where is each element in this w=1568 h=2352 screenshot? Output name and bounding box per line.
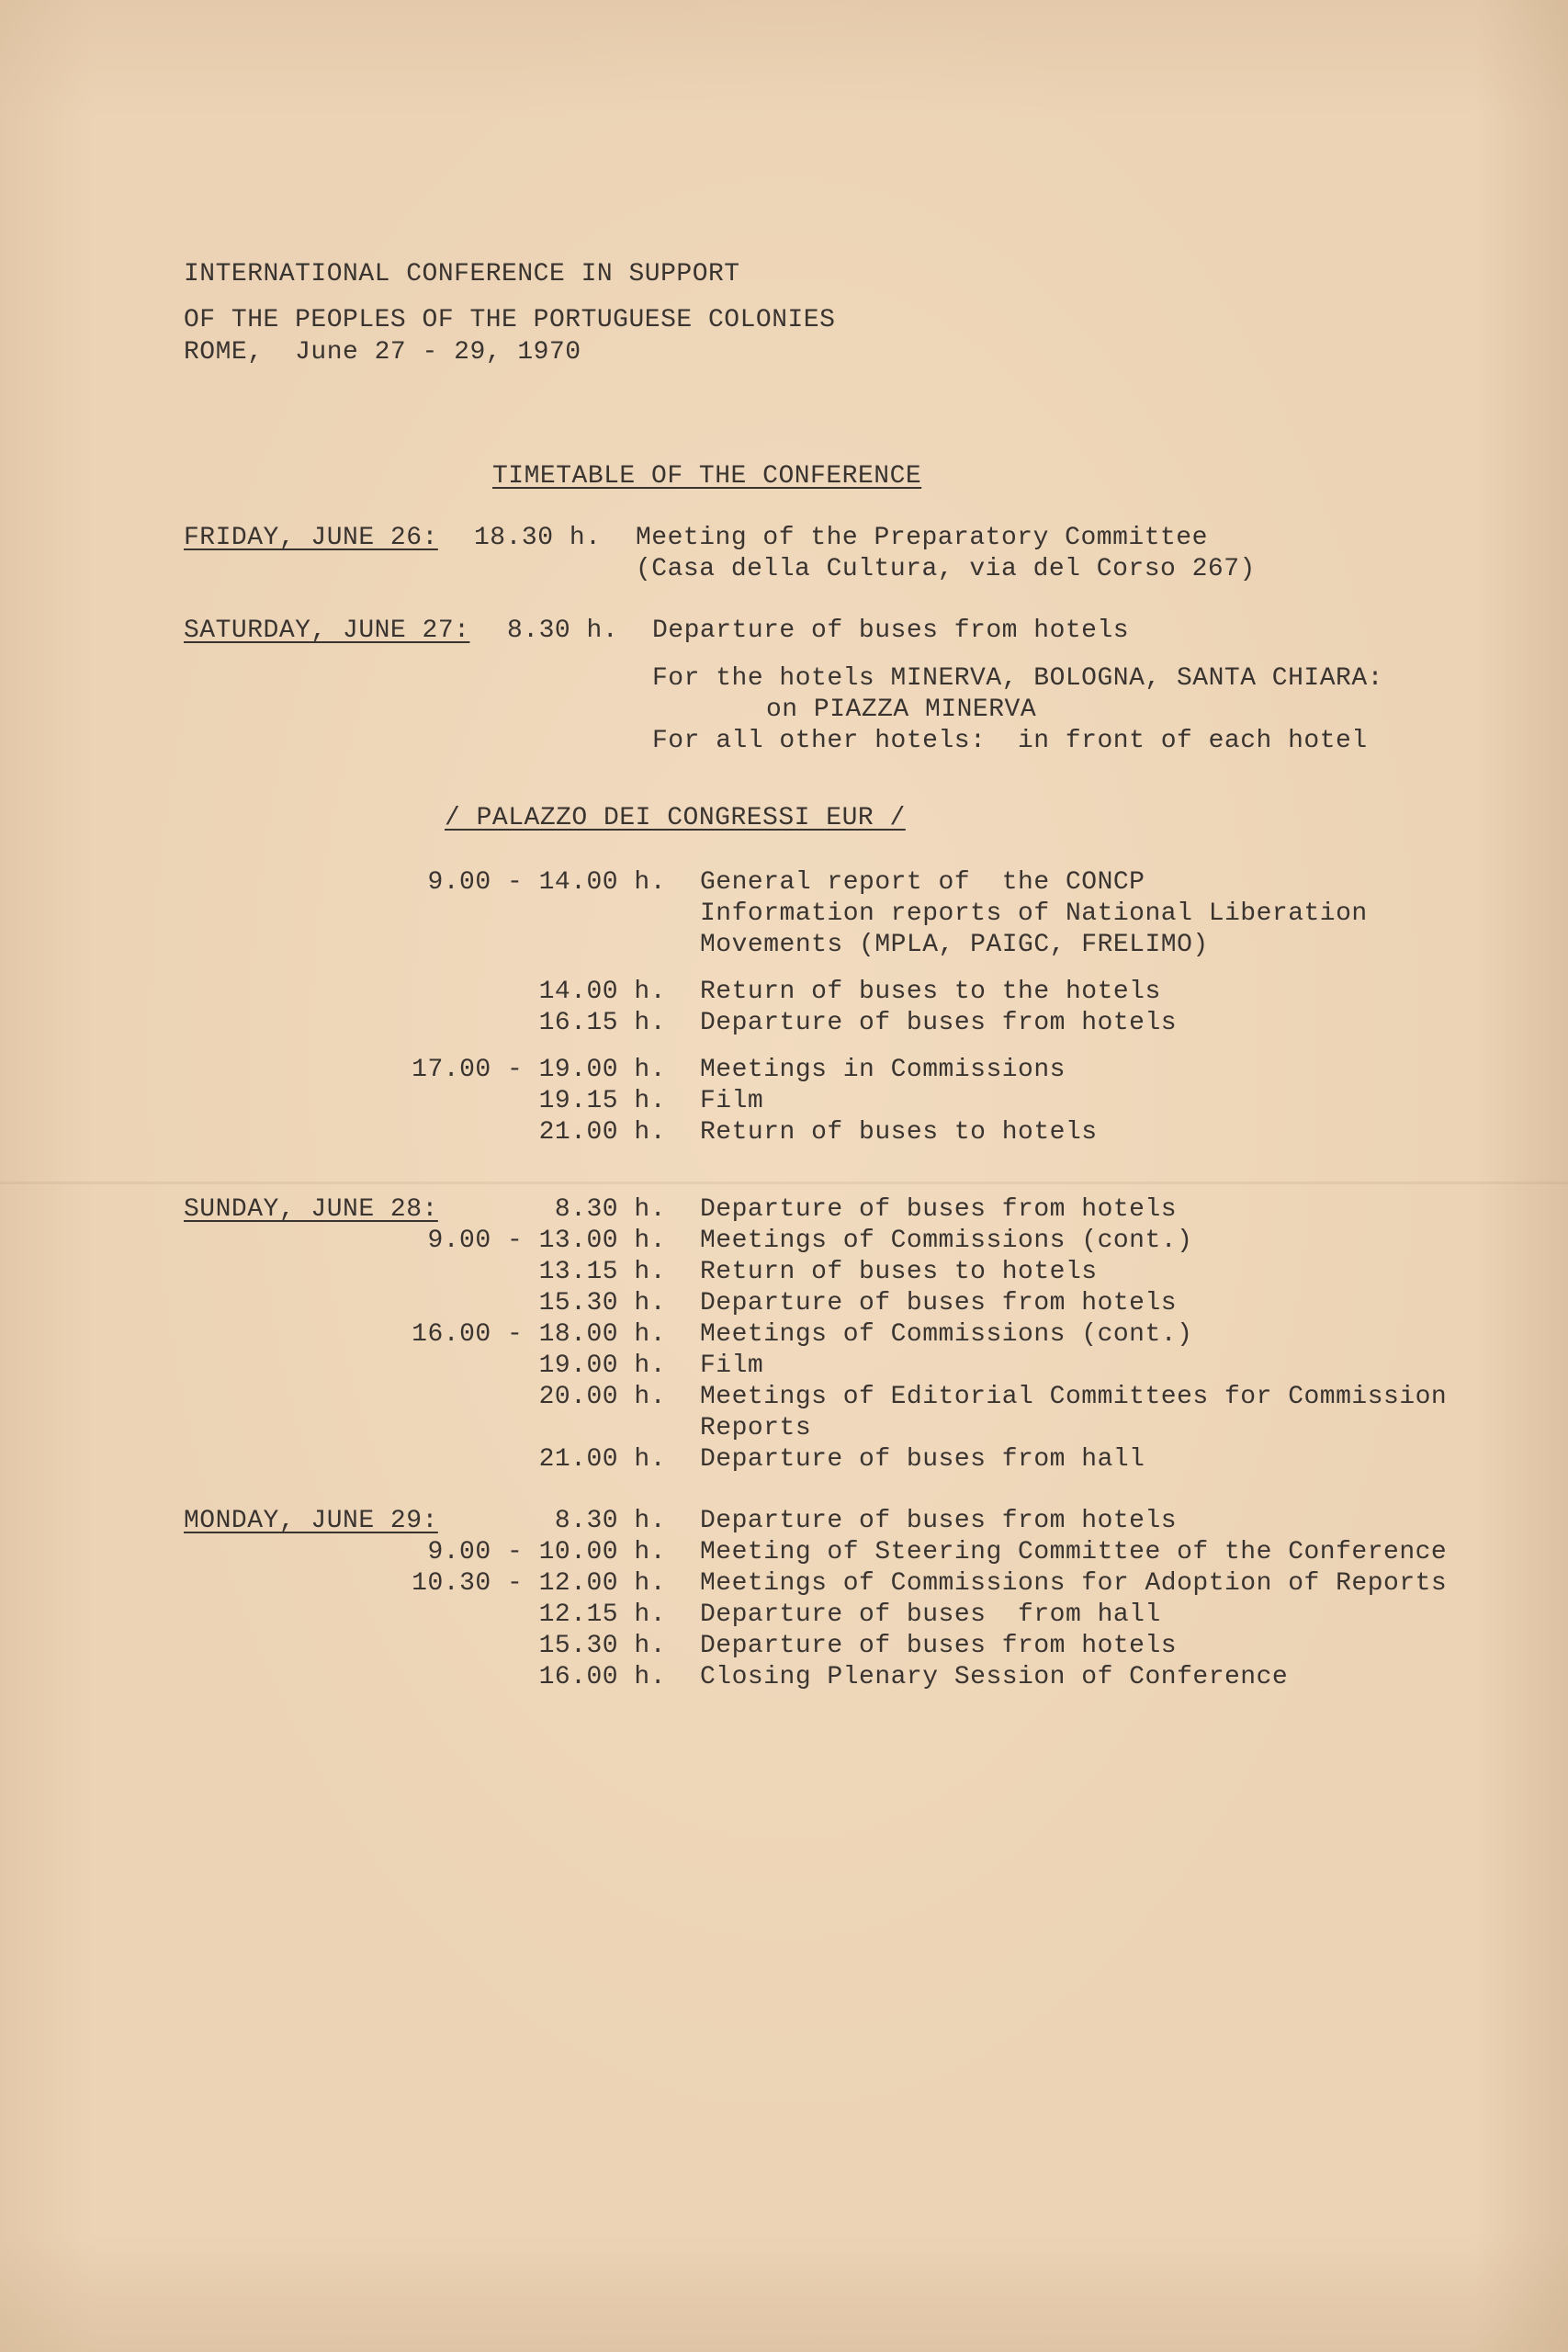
monday-row-time: 15.30 h. [538,1632,666,1660]
saturday-note-1: For the hotels MINERVA, BOLOGNA, SANTA CHIARA: [652,664,1383,693]
sunday-day-label: SUNDAY, JUNE 28: [184,1195,438,1224]
friday-day-label: FRIDAY, JUNE 26: [184,524,438,552]
saturday-row-time: 14.00 h. [538,978,666,1006]
sunday-row-event: Meetings of Commissions (cont.) [700,1320,1193,1349]
saturday-row-event: Movements (MPLA, PAIGC, FRELIMO) [700,931,1209,959]
saturday-row-event: Information reports of National Liberation [700,899,1368,928]
saturday-day-label: SATURDAY, JUNE 27: [184,616,470,645]
sunday-row-time: 15.30 h. [538,1289,666,1317]
monday-row-event: Departure of buses from hotels [700,1507,1178,1535]
monday-row-event: Meeting of Steering Committee of the Conference [700,1538,1448,1566]
saturday-row-time: 17.00 - 19.00 h. [412,1056,666,1084]
saturday-row-time: 19.15 h. [538,1087,666,1115]
sunday-row-time: 19.00 h. [538,1351,666,1380]
saturday-row-event: Return of buses to hotels [700,1118,1098,1147]
saturday-row-event: General report of the CONCP [700,868,1145,897]
monday-row-time: 8.30 h. [554,1507,666,1535]
sunday-row-event: Meetings of Commissions (cont.) [700,1227,1193,1255]
monday-row-time: 16.00 h. [538,1663,666,1691]
friday-event: Meeting of the Preparatory Committee [636,524,1208,552]
venue-label: / PALAZZO DEI CONGRESSI EUR / [445,804,906,832]
document-title: TIMETABLE OF THE CONFERENCE [492,462,922,491]
monday-row-event: Closing Plenary Session of Conference [700,1663,1289,1691]
saturday-time: 8.30 h. [507,616,619,645]
sunday-row-time: 16.00 - 18.00 h. [412,1320,666,1349]
monday-day-label: MONDAY, JUNE 29: [184,1507,438,1535]
monday-row-event: Departure of buses from hotels [700,1632,1178,1660]
sunday-row-event: Film [700,1351,764,1380]
sunday-row-time: 8.30 h. [554,1195,666,1224]
saturday-row-time: 9.00 - 14.00 h. [427,868,666,897]
sunday-row-event: Departure of buses from hotels [700,1195,1178,1224]
header-line-2: OF THE PEOPLES OF THE PORTUGUESE COLONIES [184,306,836,334]
header-line-1: INTERNATIONAL CONFERENCE IN SUPPORT [184,260,740,288]
sunday-row-event: Departure of buses from hotels [700,1289,1178,1317]
sunday-row-event: Departure of buses from hall [700,1445,1145,1474]
saturday-row-time: 21.00 h. [538,1118,666,1147]
sunday-row-event: Return of buses to hotels [700,1258,1098,1286]
fold-crease [0,1182,1568,1184]
saturday-row-event: Film [700,1087,764,1115]
saturday-note-2: on PIAZZA MINERVA [766,695,1037,724]
friday-time: 18.30 h. [474,524,602,552]
sunday-row-time: 20.00 h. [538,1383,666,1411]
friday-event-location: (Casa della Cultura, via del Corso 267) [636,555,1256,583]
saturday-row-event: Departure of buses from hotels [700,1009,1178,1037]
saturday-row-event: Return of buses to the hotels [700,978,1161,1006]
saturday-row-time: 16.15 h. [538,1009,666,1037]
saturday-note-3: For all other hotels: in front of each hotel [652,727,1368,755]
monday-row-time: 9.00 - 10.00 h. [427,1538,666,1566]
sunday-row-event: Reports [700,1414,812,1442]
sunday-row-time: 13.15 h. [538,1258,666,1286]
monday-row-time: 12.15 h. [538,1600,666,1629]
monday-row-time: 10.30 - 12.00 h. [412,1569,666,1598]
monday-row-event: Departure of buses from hall [700,1600,1161,1629]
header-line-3: ROME, June 27 - 29, 1970 [184,338,581,367]
sunday-row-time: 9.00 - 13.00 h. [427,1227,666,1255]
monday-row-event: Meetings of Commissions for Adoption of Reports [700,1569,1448,1598]
sunday-row-event: Meetings of Editorial Committees for Commission [700,1383,1448,1411]
saturday-row-event: Meetings in Commissions [700,1056,1066,1084]
saturday-event: Departure of buses from hotels [652,616,1130,645]
sunday-row-time: 21.00 h. [538,1445,666,1474]
